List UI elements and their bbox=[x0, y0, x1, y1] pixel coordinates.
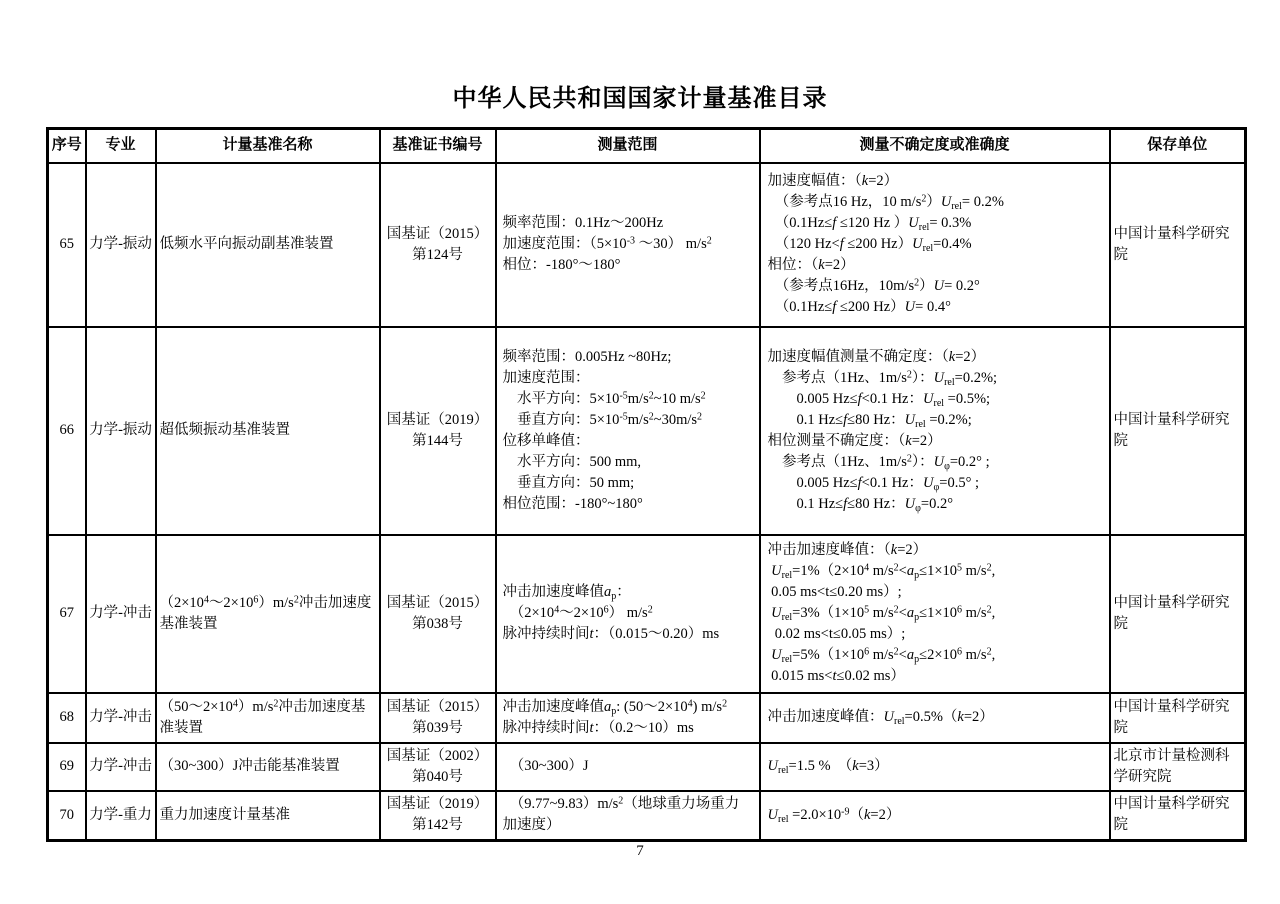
cell-uncertainty: 冲击加速度峰值：$U_{rel}=0.5\%(k=2)$ bbox=[760, 693, 1110, 743]
cell-uncertainty: 加速度幅值测量不确定度：（k=2） 参考点（1Hz、$1m/s^2$）：$U_{rel}=0.2\%$; 0.005 Hz≤f<0.1 Hz：$U_{rel} =0.5\%$; 0.1 Hz≤f≤80 Hz：$U_{rel} =0.2\%$; 相位测量不确定度：（k=2） 参考点（1Hz、$1m/s^2$）：$U_\varphi=0.2^\circ$ ; 0.005 Hz≤f<0.1 Hz：$U_\varphi=0.5^\circ$ ; 0.1 Hz≤f≤80 Hz：$U_\varphi=0.2^\circ$ bbox=[760, 327, 1110, 535]
cell-name: 低频水平向振动副基准装置 bbox=[156, 163, 380, 327]
table-row bbox=[48, 791, 1246, 841]
cell-range: 频率范围：0.005Hz ~80Hz; 加速度范围： 水平方向：$5\times 10^{-5}m/s^2\sim 10$ $m/s^2$ 垂直方向：$5\times 10^{-5}m/s^2\sim 30m/s^2$ 位移单峰值： 水平方向：500 mm, 垂直方向：50 mm; 相位范围：-180°~180° bbox=[496, 327, 760, 535]
cell-category: 力学-冲击 bbox=[86, 693, 156, 743]
cell-cert: 国基证（2015） 第038号 bbox=[380, 535, 496, 693]
cell-custodian: 中国计量科学研究院 bbox=[1110, 693, 1246, 743]
cell-no: 69 bbox=[48, 743, 86, 791]
cell-no: 65 bbox=[48, 163, 86, 327]
cell-cert: 国基证（2002） 第040号 bbox=[380, 743, 496, 791]
cell-range: $(9.77\sim 9.83)m/s^2$（地球重力场重力加速度） bbox=[496, 791, 760, 841]
cell-uncertainty: 冲击加速度峰值：（k=2） $U_{rel}=1\%(2\times 10^4$ $m/s^2<a_p\le 1\times 10^5$ $m/s^2$, 0.05 ms<t≤0.20 ms）; $U_{rel}=3\%(1\times 10^5$ $m/s^2<a_p\le 1\times 10^6$ $m/s^2$, 0.02 ms<t≤0.05 ms）; $U_{rel}=5\%(1\times 10^6$ $m/s^2<a_p\le 2\times 10^6$ $m/s^2$, 0.015 ms<t≤0.02 ms） bbox=[760, 535, 1110, 693]
cell-range: （30~300）J bbox=[496, 743, 760, 791]
cell-name: （30~300）J冲击能基准装置 bbox=[156, 743, 380, 791]
cell-uncertainty: $U_{rel} =2.0\times 10^{-9}(k=2)$ bbox=[760, 791, 1110, 841]
cell-name: 重力加速度计量基准 bbox=[156, 791, 380, 841]
cell-no: 68 bbox=[48, 693, 86, 743]
table-row bbox=[48, 693, 1246, 743]
cell-custodian: 中国计量科学研究院 bbox=[1110, 327, 1246, 535]
table-body bbox=[48, 163, 1246, 841]
cell-range: 频率范围：0.1Hz～200Hz 加速度范围：（$5\times 10^{-3}$ ～30） $m/s^2$ 相位：-180°～180° bbox=[496, 163, 760, 327]
cell-uncertainty: 加速度幅值：（k=2） （参考点16 Hz，10 $m/s^2)U_{rel}= 0.2\%$ （0.1Hz≤f ≤120 Hz ）$U_{rel}= 0.3\%$ （120 Hz<f ≤200 $Hz)U_{rel}=0.4\%$ 相位：（k=2） （参考点16Hz，$10m/s^2)U= 0.2^\circ$ （0.1Hz≤f ≤200 Hz）U= 0.4° bbox=[760, 163, 1110, 327]
cell-category: 力学-重力 bbox=[86, 791, 156, 841]
column-header: 专业 bbox=[86, 129, 156, 163]
page-number: 7 bbox=[636, 843, 644, 859]
cell-category: 力学-冲击 bbox=[86, 743, 156, 791]
cell-name: 超低频振动基准装置 bbox=[156, 327, 380, 535]
standards-table bbox=[46, 127, 1247, 842]
cell-name: $(50\sim 2\times 10^4)m/s^2$冲击加速度基准装置 bbox=[156, 693, 380, 743]
cell-no: 66 bbox=[48, 327, 86, 535]
column-header: 测量范围 bbox=[496, 129, 760, 163]
cell-category: 力学-振动 bbox=[86, 163, 156, 327]
cell-no: 70 bbox=[48, 791, 86, 841]
cell-name: $(2\times 10^4\sim 2\times 10^6)m/s^2$冲击加速度基准装置 bbox=[156, 535, 380, 693]
column-header: 基准证书编号 bbox=[380, 129, 496, 163]
cell-cert: 国基证（2019） 第144号 bbox=[380, 327, 496, 535]
table-row bbox=[48, 327, 1246, 535]
cell-cert: 国基证（2015） 第039号 bbox=[380, 693, 496, 743]
cell-no: 67 bbox=[48, 535, 86, 693]
column-header: 保存单位 bbox=[1110, 129, 1246, 163]
cell-range: 冲击加速度峰值$a_p$： $(2\times 10^4\sim 2\times 10^6)$ $m/s^2$ 脉冲持续时间t：（0.015～0.20）ms bbox=[496, 535, 760, 693]
cell-category: 力学-冲击 bbox=[86, 535, 156, 693]
column-header: 计量基准名称 bbox=[156, 129, 380, 163]
table-row bbox=[48, 163, 1246, 327]
cell-custodian: 中国计量科学研究院 bbox=[1110, 535, 1246, 693]
table-header-row bbox=[48, 129, 1246, 163]
column-header: 测量不确定度或准确度 bbox=[760, 129, 1110, 163]
page-title: 中华人民共和国国家计量基准目录 bbox=[452, 86, 828, 112]
table-row bbox=[48, 535, 1246, 693]
cell-custodian: 中国计量科学研究院 bbox=[1110, 791, 1246, 841]
table-row bbox=[48, 743, 1246, 791]
cell-uncertainty: $U_{rel}=1.5$ % （k=3） bbox=[760, 743, 1110, 791]
column-header: 序号 bbox=[48, 129, 86, 163]
cell-cert: 国基证（2019） 第142号 bbox=[380, 791, 496, 841]
cell-custodian: 北京市计量检测科学研究院 bbox=[1110, 743, 1246, 791]
cell-cert: 国基证（2015） 第124号 bbox=[380, 163, 496, 327]
cell-custodian: 中国计量科学研究院 bbox=[1110, 163, 1246, 327]
cell-range: 冲击加速度峰值$a_p$: $(50\sim 2\times 10^4)$ $m/s^2$ 脉冲持续时间t：（0.2～10）ms bbox=[496, 693, 760, 743]
cell-category: 力学-振动 bbox=[86, 327, 156, 535]
